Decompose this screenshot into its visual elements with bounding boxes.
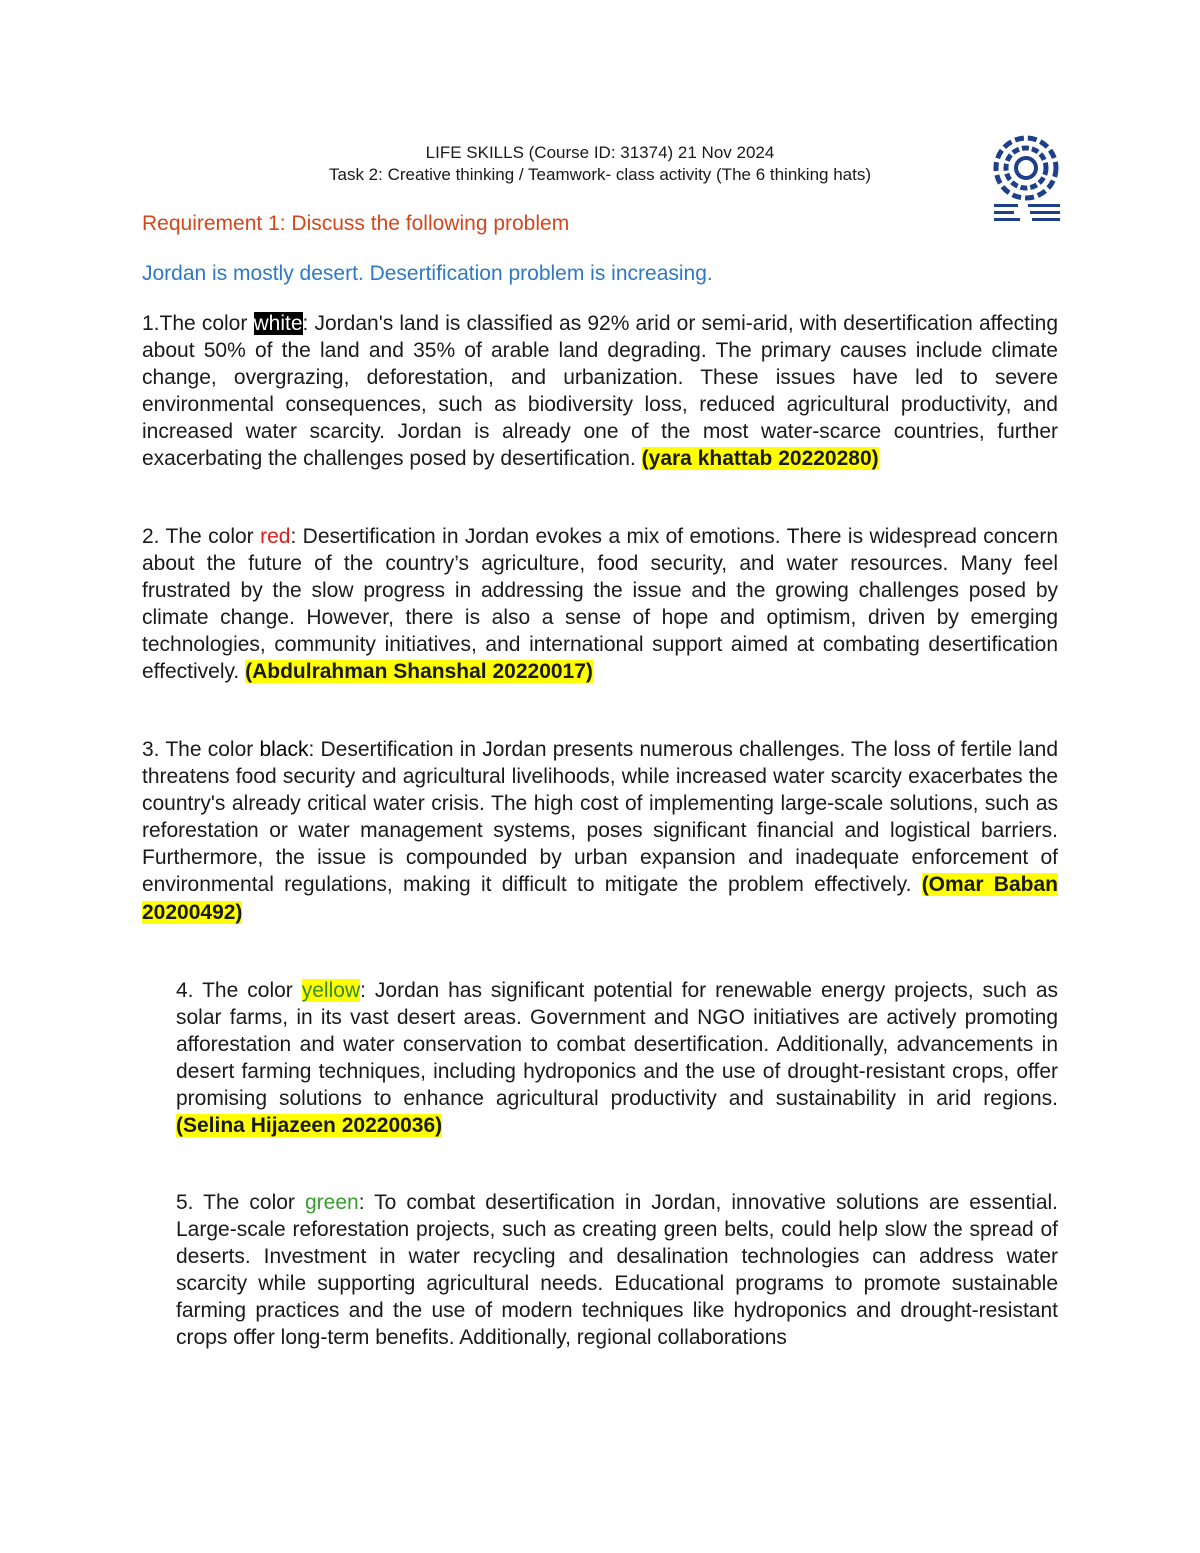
course-title: LIFE SKILLS (Course ID: 31374) 21 Nov 2024: [425, 143, 775, 162]
hat-color-word: black: [259, 738, 309, 761]
requirement-heading: Requirement 1: Discuss the following problem: [142, 212, 570, 235]
document-header: [142, 142, 1058, 186]
hat-paragraph-black: [142, 736, 1058, 926]
hat-number-label: 2. The color: [142, 525, 261, 548]
university-logo: [988, 132, 1066, 232]
hat-paragraph-text: : Desertification in Jordan evokes a mix of emotions. There is widespread concern about the future of the country’s agriculture, food security, and water resources. Many feel frustrated by the slow progress in addressing the issue and the growing challenges posed by climate change. However, there is also a sense of hope and optimism, driven by emerging technologies, community initiatives, and international support aimed at combating desertification effectively.: [142, 525, 1058, 684]
hat-color-word: white: [253, 312, 303, 335]
problem-statement: Jordan is mostly desert. Desertification problem is increasing.: [142, 262, 713, 285]
hat-paragraph-white: [142, 310, 1058, 473]
author-tag: (Omar Baban 20200492): [142, 873, 1058, 924]
hat-number-label: 3. The color: [142, 738, 260, 761]
hat-paragraph-text: : Jordan has significant potential for renewable energy projects, such as solar farms, in its vast desert areas. Government and NGO initiatives are actively promoting afforestation and water conservation to combat desertification. Additionally, advancements in desert farming techniques, including hydroponics and the use of drought-resistant crops, offer promising solutions to enhance agricultural productivity and sustainability in arid regions.: [176, 979, 1059, 1111]
hat-paragraph-text: : Jordan's land is classified as 92% arid or semi-arid, with desertification affecting about 50% of the land and 35% of arable land degrading. The primary causes include climate change, overgrazing, deforestation, and urbanization. These issues have led to severe environmental consequences, such as biodiversity loss, reduced agricultural productivity, and increased water scarcity. Jordan is already one of the most water-scarce countries, further exacerbating the challenges posed by desertification.: [142, 312, 1058, 471]
hat-paragraph-text: : Desertification in Jordan presents numerous challenges. The loss of fertile land threatens food security and agricultural livelihoods, while increased water scarcity exacerbates the country's already critical water crisis. The high cost of implementing large-scale solutions, such as reforestation or water management systems, poses significant financial and logistical barriers. Furthermore, the issue is compounded by urban expansion and inadequate enforcement of environmental regulations, making it difficult to mitigate the problem effectively.: [142, 738, 1058, 897]
hat-paragraph-yellow: [176, 977, 1058, 1140]
university-logo-icon: [988, 132, 1066, 232]
task-title: Task 2: Creative thinking / Teamwork- class activity (The 6 thinking hats): [328, 165, 871, 184]
hat-color-word: yellow: [301, 979, 361, 1002]
author-tag: (yara khattab 20220280): [641, 447, 879, 471]
hat-number-label: 4. The color: [176, 979, 302, 1002]
hat-paragraph-text: : To combat desertification in Jordan, innovative solutions are essential. Large-scale reforestation projects, such as creating green belts, could help slow the spread of deserts. Investment in water recycling and desalination technologies can address water scarcity while supporting agricultural needs. Educational programs to promote sustainable farming practices and the use of modern techniques like hydroponics and drought-resistant crops offer long-term benefits. Additionally, regional collaborations: [176, 1191, 1059, 1350]
hat-number-label: 1.The color: [142, 312, 254, 335]
author-tag: (Selina Hijazeen 20220036): [176, 1114, 443, 1138]
author-tag: (Abdulrahman Shanshal 20220017): [245, 660, 593, 684]
hat-paragraph-red: [142, 523, 1058, 686]
hat-number-label: 5. The color: [176, 1191, 305, 1214]
hat-paragraph-green: [176, 1189, 1058, 1352]
hat-color-word: red: [260, 525, 291, 548]
hat-color-word: green: [304, 1191, 359, 1214]
